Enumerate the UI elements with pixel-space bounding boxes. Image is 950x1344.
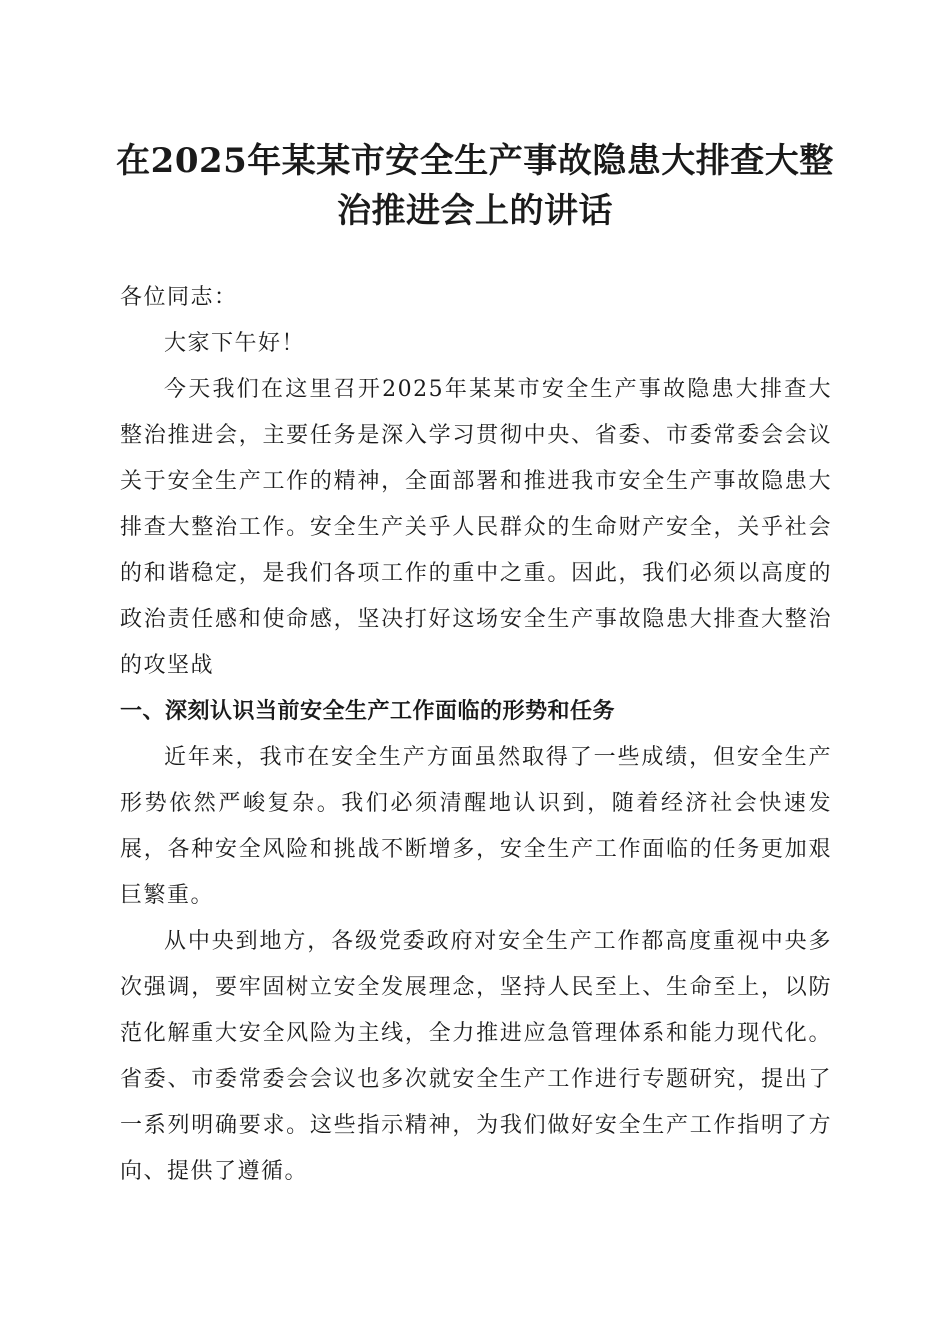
greeting: 大家下午好！ xyxy=(164,331,306,356)
intro-paragraph: 今天我们在这里召开2025年某某市安全生产事故隐患大排查大整治推进会，主要任务是深入学习贯彻中央、省委、市委常委会会议关于安全生产工作的精神，全面部署和推进我市安全生产事故隐患大排查大整治工作。安全生产关乎人民群众的生命财产安全，关乎社会的和谐稳定，是我们各项工作的重中之重。因此，我们必须以高度的政治责任感和使命感，坚决打好这场安全生产事故隐患大排查大整治的攻坚战 xyxy=(120,377,832,678)
section-paragraph: 从中央到地方，各级党委政府对安全生产工作都高度重视中央多次强调，要牢固树立安全发展理念，坚持人民至上、生命至上，以防范化解重大安全风险为主线，全力推进应急管理体系和能力现代化。省委、市委常委会会议也多次就安全生产工作进行专题研究，提出了一系列明确要求。这些指示精神，为我们做好安全生产工作指明了方向、提供了遵循。 xyxy=(120,929,832,1184)
salutation: 各位同志： xyxy=(120,285,238,310)
section-paragraph: 近年来，我市在安全生产方面虽然取得了一些成绩，但安全生产形势依然严峻复杂。我们必须清醒地认识到，随着经济社会快速发展，各种安全风险和挑战不断增多，安全生产工作面临的任务更加艰巨繁重。 xyxy=(120,745,832,908)
section-heading: 一、深刻认识当前安全生产工作面临的形势和任务 xyxy=(120,699,616,724)
document-title: 在2025年某某市安全生产事故隐患大排查大整治推进会上的讲话 xyxy=(116,141,834,231)
document-body xyxy=(120,275,832,1195)
